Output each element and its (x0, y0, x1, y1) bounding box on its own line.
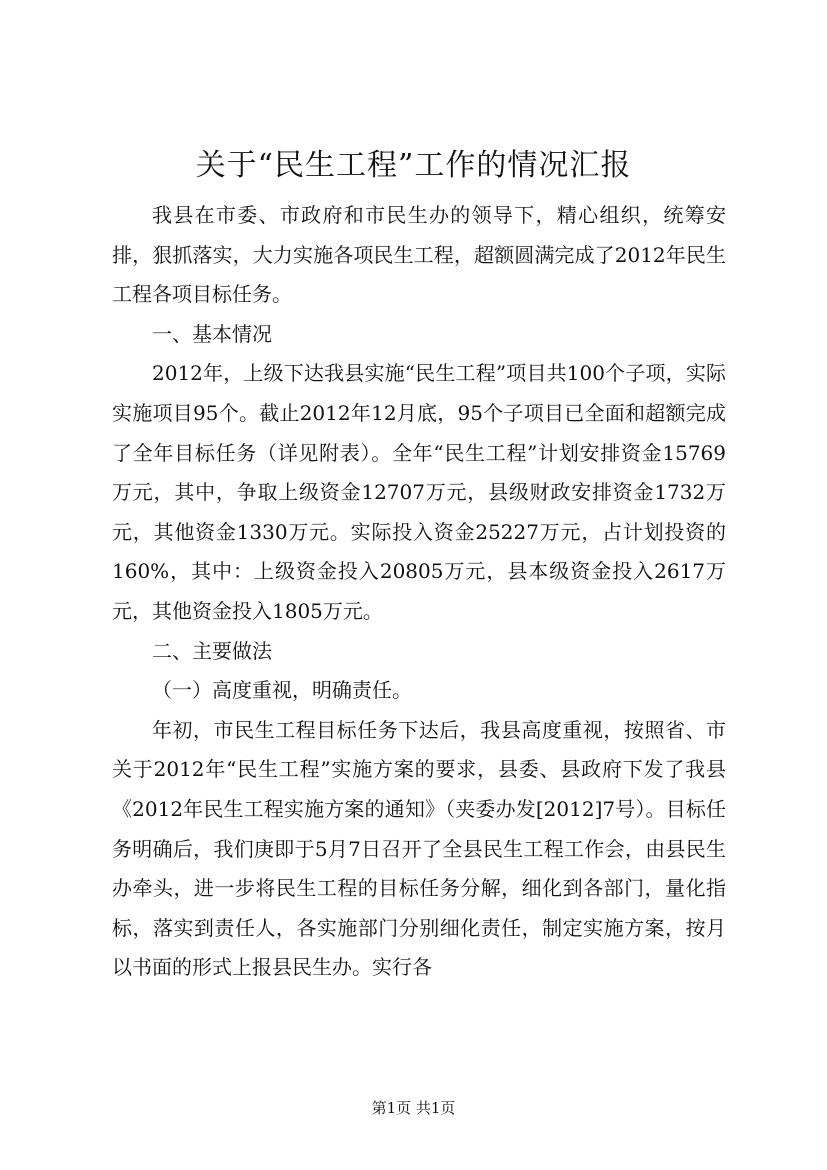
document-title: 关于“民生工程”工作的情况汇报 (195, 148, 632, 183)
paragraph-attention: 年初，市民生工程目标任务下达后，我县高度重视，按照省、市关于2012年“民生工程”实施方案的要求，县委、县政府下发了我县《2012年民生工程实施方案的通知》（夹委办发[2012]7号）。目标任务明确后，我们庚即于5月7日召开了全县民生工程工作会，由县民生办牵头，进一步将民生工程的目标任务分解，细化到各部门，量化指标，落实到责任人，各实施部门分别细化责任，制定实施方案，按月以书面的形式上报县民生办。实行各 (112, 717, 726, 980)
paragraph-intro: 我县在市委、市政府和市民生办的领导下，精心组织，统筹安排，狠抓落实，大力实施各项民生工程，超额圆满完成了2012年民生工程各项目标任务。 (112, 203, 726, 307)
section-heading-main-practices: 二、主要做法 (152, 638, 272, 663)
section-heading-basic-situation: 一、基本情况 (152, 321, 272, 346)
subsection-heading-attention: （一）高度重视，明确责任。 (152, 678, 412, 703)
paragraph-basic-situation: 2012年，上级下达我县实施“民生工程”项目共100个子项，实际实施项目95个。截止2012年12月底，95个子项目已全面和超额完成了全年目标任务（详见附表）。全年“民生工程”计划安排资金15769万元，其中，争取上级资金12707万元，县级财政安排资金1732万元，其他资金1330万元。实际投入资金25227万元，占计划投资的160%，其中：上级资金投入20805万元，县本级资金投入2617万元，其他资金投入1805万元。 (112, 361, 726, 623)
document-body (112, 196, 726, 988)
page-footer: 第1页 共1页 (371, 1099, 456, 1117)
